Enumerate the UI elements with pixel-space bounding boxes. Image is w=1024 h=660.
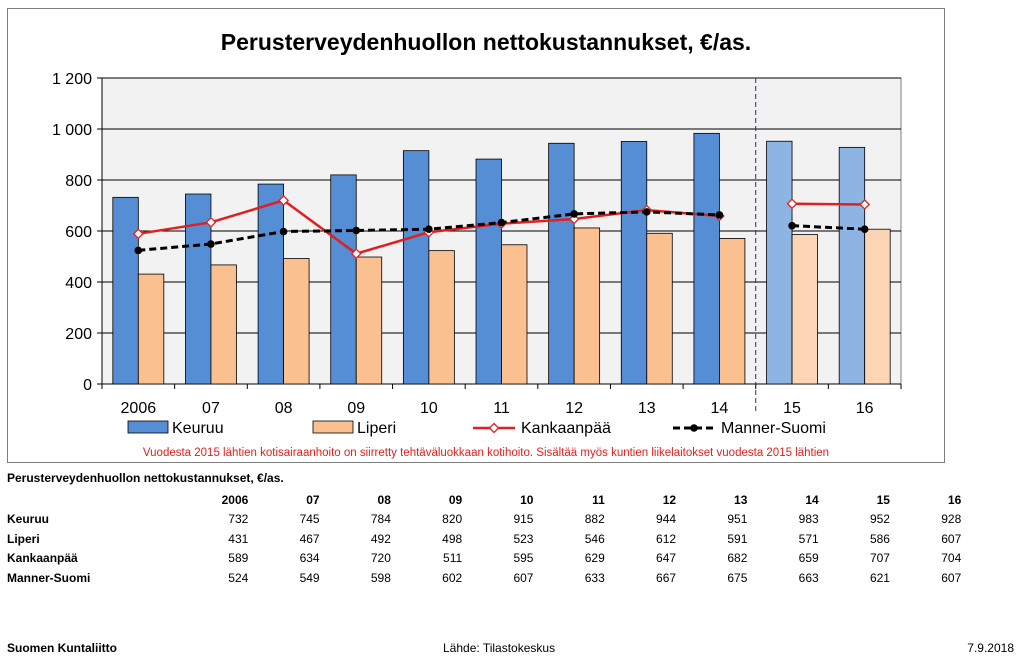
x-tick-label: 13 <box>637 400 656 417</box>
footer-date: 7.9.2018 <box>967 641 1014 655</box>
table-cell: 546 <box>584 531 605 546</box>
chart-svg <box>8 9 944 462</box>
table-row-label: Manner-Suomi <box>7 570 91 585</box>
table-cell: 586 <box>869 531 890 546</box>
chart-frame <box>7 8 945 463</box>
table-cell: 675 <box>727 570 748 585</box>
legend-label-keuruu: Keuruu <box>172 420 224 437</box>
table-cell: 612 <box>656 531 677 546</box>
bar-keuruu <box>621 141 647 384</box>
bar-keuruu <box>113 197 138 384</box>
marker-manner-suomi <box>425 225 433 233</box>
table-cell: 523 <box>513 531 534 546</box>
table-cell: 498 <box>442 531 463 546</box>
legend-marker-kankaanpää <box>490 424 499 433</box>
bar-liperi <box>719 238 745 384</box>
x-tick-label: 12 <box>565 400 584 417</box>
marker-manner-suomi <box>352 227 360 235</box>
bar-keuruu <box>549 143 575 384</box>
table-header-6: 12 <box>662 492 677 507</box>
table-cell: 431 <box>228 531 249 546</box>
table-row-label: Liperi <box>7 531 40 546</box>
table-cell: 634 <box>299 551 320 566</box>
table-cell: 682 <box>727 551 748 566</box>
legend-marker-manner-suomi <box>690 424 698 432</box>
table-cell: 524 <box>228 570 249 585</box>
table-row <box>7 529 961 549</box>
table-cell: 732 <box>228 512 249 527</box>
table-cell: 591 <box>727 531 748 546</box>
chart-title: Perusterveydenhuollon nettokustannukset, €/as. <box>220 29 752 55</box>
bar-liperi <box>647 233 673 384</box>
table-cell: 647 <box>656 551 677 566</box>
y-tick-label: 200 <box>65 326 92 343</box>
table-cell: 659 <box>798 551 819 566</box>
bar-liperi <box>138 274 164 384</box>
table-header-7: 13 <box>734 492 748 507</box>
marker-manner-suomi <box>280 228 288 236</box>
table-cell: 882 <box>584 512 605 527</box>
table-row <box>7 568 961 588</box>
table-cell: 952 <box>869 512 890 527</box>
marker-manner-suomi <box>570 210 578 218</box>
table-cell: 915 <box>513 512 534 527</box>
table-cell: 595 <box>513 551 534 566</box>
x-tick-label: 09 <box>347 400 366 417</box>
bar-keuruu <box>767 141 793 384</box>
bar-liperi <box>792 235 818 384</box>
legend-label-kankaanpää: Kankaanpää <box>521 420 611 437</box>
marker-manner-suomi <box>498 219 506 227</box>
table-cell: 951 <box>727 512 748 527</box>
x-tick-label: 11 <box>493 400 510 417</box>
bar-keuruu <box>258 184 284 384</box>
table-header-row <box>7 490 961 510</box>
y-tick-label: 1 000 <box>51 122 92 139</box>
table-header-4: 10 <box>520 492 534 507</box>
bar-keuruu <box>839 147 865 384</box>
table-cell: 704 <box>941 551 962 566</box>
x-tick-label: 10 <box>419 400 438 417</box>
y-tick-label: 0 <box>83 377 92 394</box>
marker-manner-suomi <box>716 211 724 219</box>
table-cell: 928 <box>941 512 962 527</box>
y-tick-label: 600 <box>65 224 92 241</box>
bar-liperi <box>211 265 237 384</box>
table-row <box>7 510 961 530</box>
table-cell: 607 <box>941 531 962 546</box>
table-cell: 944 <box>656 512 677 527</box>
marker-manner-suomi <box>207 240 215 248</box>
marker-manner-suomi <box>643 208 651 216</box>
bar-liperi <box>502 245 528 384</box>
table-cell: 745 <box>299 512 320 527</box>
table-cell: 629 <box>584 551 605 566</box>
bar-keuruu <box>403 151 429 384</box>
table-cell: 607 <box>513 570 534 585</box>
table-header-8: 14 <box>805 492 819 507</box>
table-cell: 467 <box>299 531 320 546</box>
table-cell: 820 <box>442 512 463 527</box>
marker-manner-suomi <box>861 225 869 233</box>
table-cell: 720 <box>370 551 391 566</box>
table-header-5: 11 <box>592 492 605 507</box>
legend-swatch-keuruu <box>128 421 168 433</box>
table-cell: 784 <box>370 512 391 527</box>
x-tick-label: 14 <box>710 400 729 417</box>
legend-swatch-liperi <box>313 421 353 433</box>
table-row-label: Kankaanpää <box>7 551 78 566</box>
table-header-0: 2006 <box>221 492 249 507</box>
legend-label-liperi: Liperi <box>357 420 397 437</box>
x-tick-label: 07 <box>202 400 220 417</box>
table-header-9: 15 <box>876 492 890 507</box>
table-cell: 621 <box>869 570 890 585</box>
table-cell: 983 <box>798 512 819 527</box>
footer-organization: Suomen Kuntaliitto <box>7 641 117 655</box>
x-tick-label: 15 <box>783 400 801 417</box>
bar-keuruu <box>694 133 720 384</box>
y-tick-label: 1 200 <box>51 71 92 88</box>
bar-liperi <box>865 229 891 384</box>
bar-liperi <box>574 228 600 384</box>
bar-liperi <box>356 257 382 384</box>
table-row <box>7 549 961 569</box>
bar-keuruu <box>476 159 502 384</box>
table-cell: 511 <box>443 551 463 566</box>
table-cell: 598 <box>370 570 391 585</box>
footer-source: Lähde: Tilastokeskus <box>443 641 556 655</box>
marker-manner-suomi <box>788 222 796 230</box>
x-tick-label: 16 <box>855 400 874 417</box>
table-corner <box>7 490 177 510</box>
table-cell: 663 <box>798 570 819 585</box>
table-cell: 602 <box>442 570 463 585</box>
legend-label-manner-suomi: Manner-Suomi <box>721 420 826 437</box>
table-cell: 571 <box>798 531 819 546</box>
table-cell: 667 <box>656 570 677 585</box>
table-header-1: 07 <box>306 492 320 507</box>
table-header-2: 08 <box>377 492 391 507</box>
table-title: Perusterveydenhuollon nettokustannukset, €/as. <box>7 471 284 485</box>
table-header-10: 16 <box>947 492 962 507</box>
table-cell: 707 <box>869 551 890 566</box>
chart-note: Vuodesta 2015 lähtien kotisairaanhoito on siirretty tehtäväluokkaan kotihoito. Sisältää myös kuntien liikelaitokset vuodesta 2015 lähtien <box>142 447 830 459</box>
table-cell: 633 <box>584 570 605 585</box>
table-header-3: 09 <box>448 492 463 507</box>
x-tick-label: 2006 <box>120 400 157 417</box>
table-row-label: Keuruu <box>7 512 49 527</box>
bar-liperi <box>429 251 455 384</box>
bar-keuruu <box>331 175 357 384</box>
y-tick-label: 800 <box>65 173 92 190</box>
table-cell: 549 <box>299 570 320 585</box>
table-body <box>7 510 961 588</box>
table-cell: 589 <box>228 551 249 566</box>
y-tick-label: 400 <box>65 275 92 292</box>
line-kankaanpää <box>792 204 865 205</box>
data-table <box>7 490 961 588</box>
marker-manner-suomi <box>135 247 143 255</box>
table-cell: 492 <box>370 531 391 546</box>
x-tick-label: 08 <box>274 400 293 417</box>
bar-liperi <box>284 259 310 384</box>
table-cell: 607 <box>941 570 962 585</box>
